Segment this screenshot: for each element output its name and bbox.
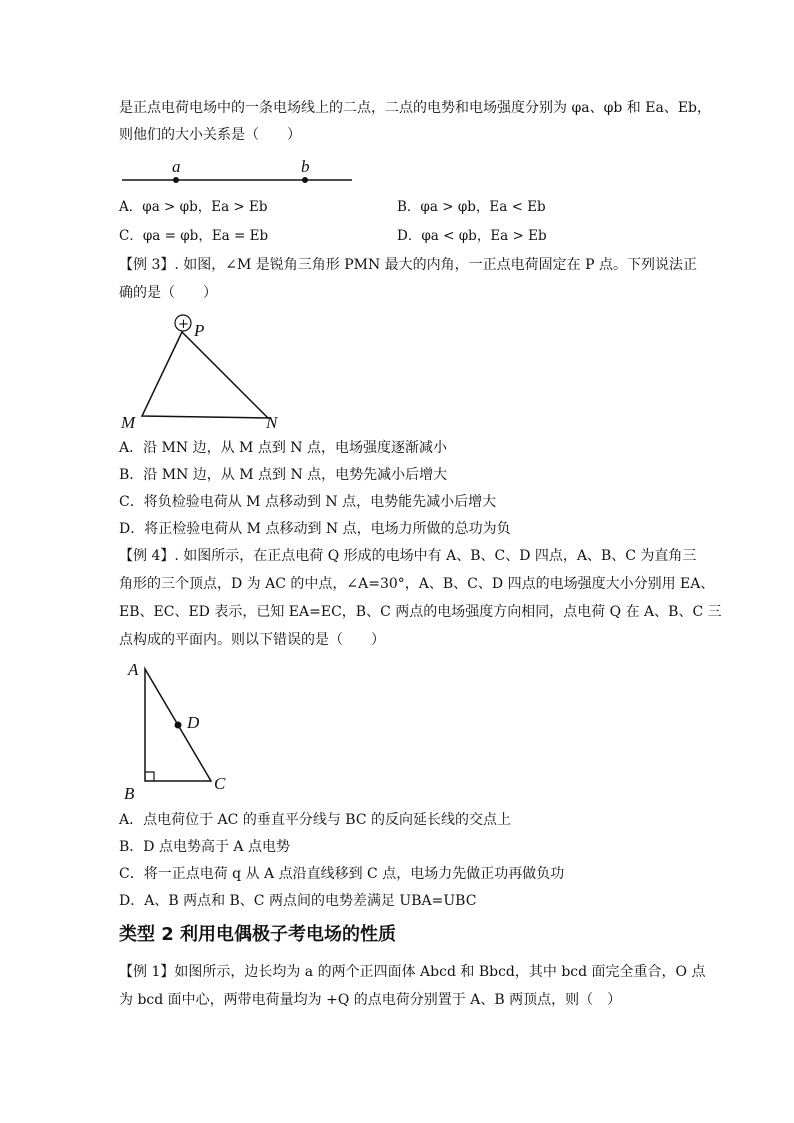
label-n: N (266, 413, 278, 432)
ex4-line-3: EB、EC、ED 表示，已知 EA=EC，B、C 两点的电场强度方向相同，点电荷 Q 在 A、B、C 三 (119, 604, 722, 620)
intro-option-a: A．φa > φb，Ea > Eb (119, 199, 268, 215)
ex1-line-2: 为 bcd 面中心，两带电荷量均为 +Q 的点电荷分别置于 A、B 两顶点，则（ ） (119, 992, 622, 1008)
section-heading: 类型 2 利用电偶极子考电场的性质 (119, 924, 397, 945)
intro-option-c: C．φa = φb，Ea = Eb (119, 228, 269, 244)
ex4-line-2: 角形的三个顶点，D 为 AC 的中点，∠A=30°，A、B、C、D 四点的电场强度大小分别用 EA、 (119, 576, 715, 592)
triangle-pmn-figure (118, 312, 298, 432)
label-b: B (124, 784, 135, 803)
label-m: M (121, 413, 136, 432)
ex3-option-a: A．沿 MN 边，从 M 点到 N 点，电场强度逐渐减小 (119, 440, 447, 456)
ex3-line-2: 确的是（ ） (119, 285, 217, 301)
intro-option-d: D．φa < φb，Ea > Eb (397, 228, 547, 244)
ex3-option-c: C．将负检验电荷从 M 点移动到 N 点，电势能先减小后增大 (119, 494, 497, 510)
intro-line-1: 是正点电荷电场中的一条电场线上的二点，二点的电势和电场强度分别为 φa、φb 和 Ea、Eb， (119, 100, 712, 116)
ex4-option-c: C．将一正点电荷 q 从 A 点沿直线移到 C 点，电场力先做正功再做负功 (119, 866, 565, 882)
ex4-line-1: 【例 4】. 如图所示，在正点电荷 Q 形成的电场中有 A、B、C、D 四点，A、B、C 为直角三 (119, 548, 697, 564)
ex4-line-4: 点构成的平面内。则以下错误的是（ ） (119, 632, 385, 648)
label-p: P (194, 321, 205, 340)
label-c: C (214, 774, 226, 793)
intro-line-2: 则他们的大小关系是（ ） (119, 127, 301, 143)
ex1-line-1: 【例 1】如图所示，边长均为 a 的两个正四面体 Abcd 和 Bbcd，其中 bcd 面完全重合，O 点 (119, 964, 706, 980)
label-a: a (172, 157, 181, 176)
point-b (302, 177, 308, 183)
ex4-option-b: B．D 点电势高于 A 点电势 (119, 839, 290, 855)
charge-sign: + (178, 317, 189, 332)
point-d (175, 722, 182, 729)
ex4-option-a: A．点电荷位于 AC 的垂直平分线与 BC 的反向延长线的交点上 (119, 812, 511, 828)
intro-option-b: B．φa > φb，Ea < Eb (397, 199, 546, 215)
triangle-abc-figure (118, 655, 248, 805)
ex3-option-b: B．沿 MN 边，从 M 点到 N 点，电势先减小后增大 (119, 467, 448, 483)
label-a: A (128, 660, 139, 679)
field-line-figure (118, 155, 358, 187)
ex4-option-d: D．A、B 两点和 B、C 两点间的电势差满足 UBA=UBC (119, 893, 477, 909)
right-angle-mark (145, 772, 154, 781)
ex3-line-1: 【例 3】. 如图，∠M 是锐角三角形 PMN 最大的内角，一正点电荷固定在 P 点。下列说法正 (119, 257, 697, 273)
ex3-option-d: D．将正检验电荷从 M 点移动到 N 点，电场力所做的总功为负 (119, 521, 511, 537)
triangle-pmn (142, 332, 268, 418)
label-d: D (187, 713, 200, 732)
point-a (173, 177, 179, 183)
label-b: b (301, 157, 310, 176)
